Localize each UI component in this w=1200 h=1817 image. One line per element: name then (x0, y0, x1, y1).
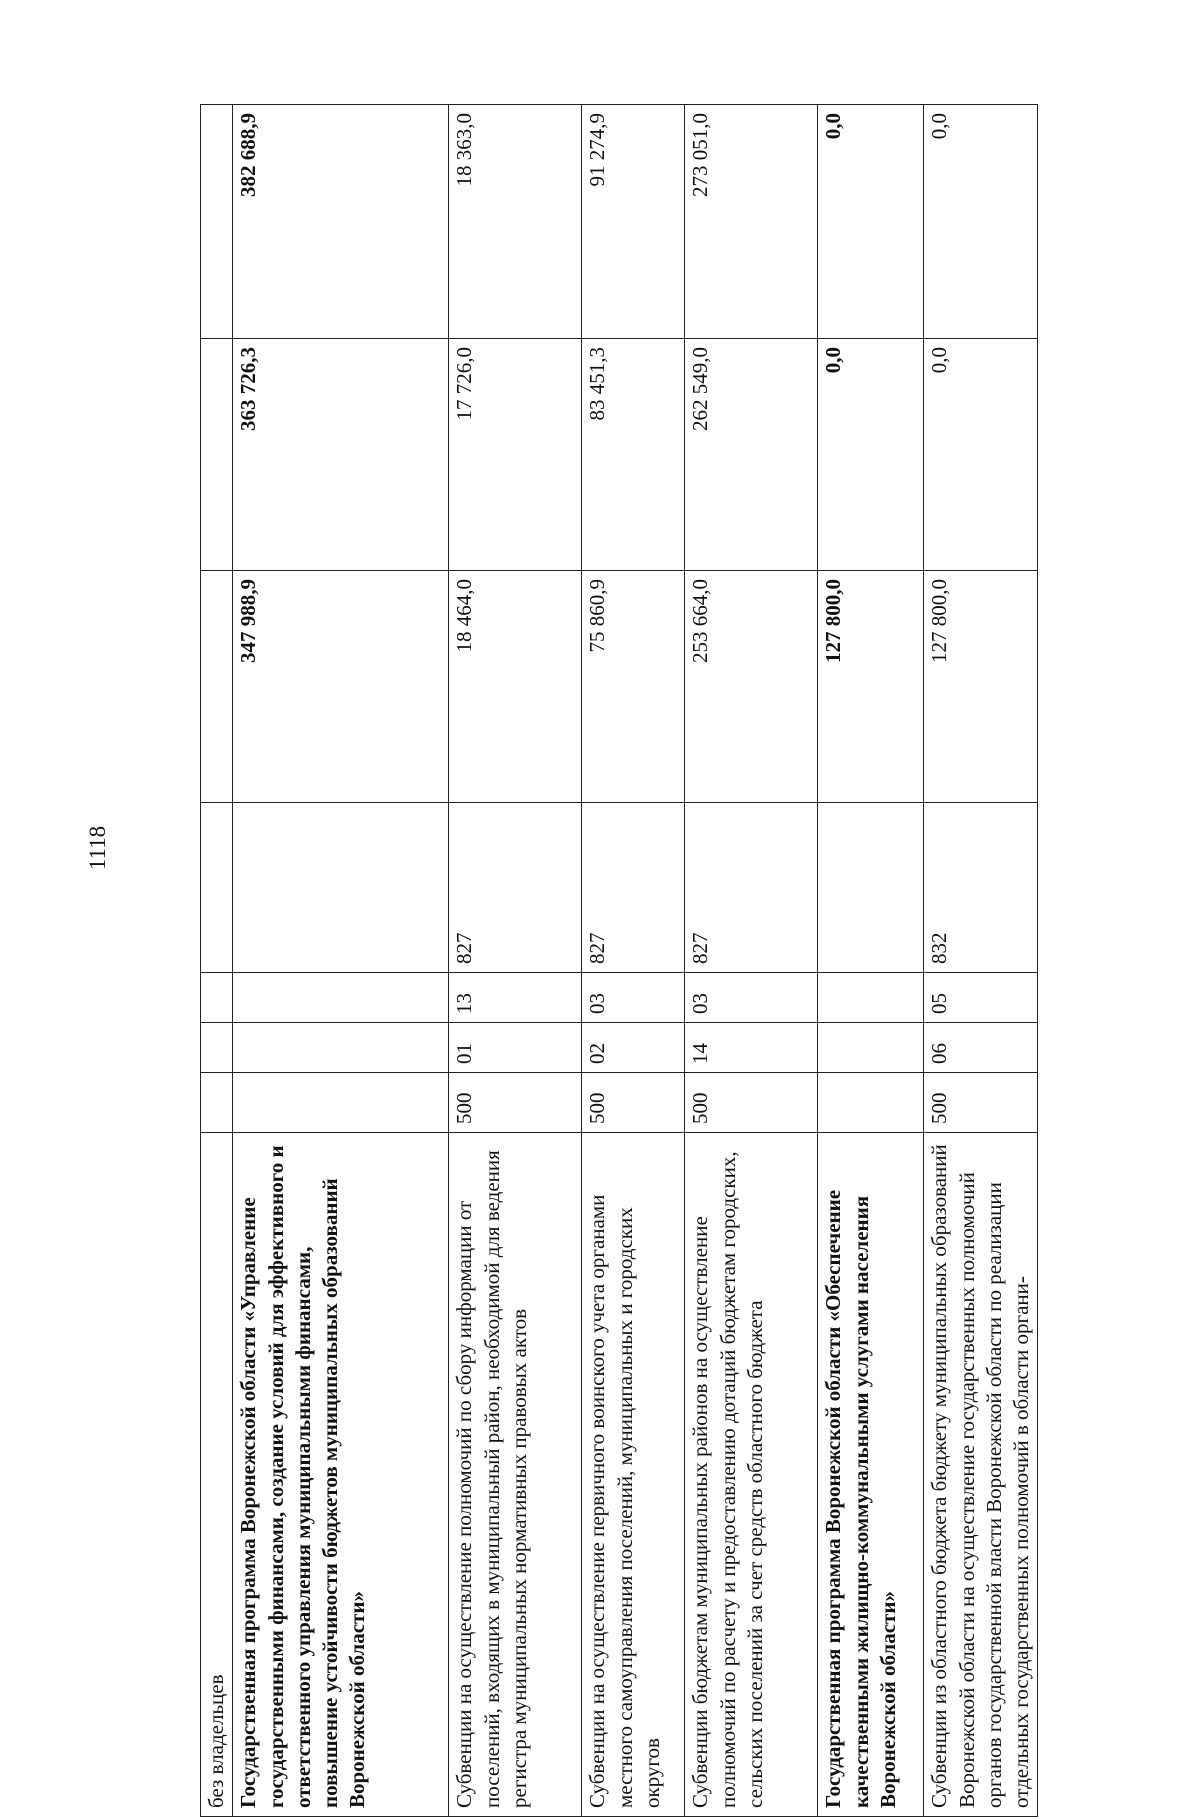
code-col-3 (233, 973, 449, 1023)
row-description: Государственная программа Воронежской области «Обеспечение качественными жилищно-коммунальными услугами населения Воронежской области» (818, 1133, 924, 1817)
value-col-2: 0,0 (924, 339, 1038, 571)
code-col-4: 827 (582, 803, 685, 973)
row-description: Субвенции на осуществление полномочий по сбору информации от поселений, входящих в муниципальный район, необходимой для ведения регистра муниципальных нормативных правовых актов (449, 1133, 582, 1817)
code-col-2 (233, 1023, 449, 1073)
code-col-2 (201, 1023, 233, 1073)
value-col-3: 0,0 (818, 105, 924, 339)
table-row (449, 105, 582, 1817)
code-col-4 (818, 803, 924, 973)
row-description: Субвенции из областного бюджета бюджету муниципальных образований Воронежской области на осуществление государственных полномочий органов государственной власти Воронежской области по реализации отдельных государственных полномочий в области органи- (924, 1133, 1038, 1817)
code-col-2: 14 (685, 1023, 818, 1073)
table-row (233, 105, 449, 1817)
code-col-2 (818, 1023, 924, 1073)
budget-table-rotated (200, 105, 1037, 1817)
code-col-4 (233, 803, 449, 973)
code-col-3 (818, 973, 924, 1023)
code-col-1: 500 (582, 1073, 685, 1133)
table-row (201, 105, 233, 1817)
table-row (924, 105, 1038, 1817)
value-col-3: 273 051,0 (685, 105, 818, 339)
value-col-3 (201, 105, 233, 339)
value-col-3: 0,0 (924, 105, 1038, 339)
value-col-1: 75 860,9 (582, 571, 685, 803)
value-col-3: 91 274,9 (582, 105, 685, 339)
value-col-3: 382 688,9 (233, 105, 449, 339)
code-col-4: 827 (685, 803, 818, 973)
row-description: без владельцев (201, 1133, 233, 1817)
code-col-4 (201, 803, 233, 973)
value-col-2: 363 726,3 (233, 339, 449, 571)
code-col-1: 500 (685, 1073, 818, 1133)
page-number: 1118 (85, 825, 110, 871)
value-col-1: 127 800,0 (924, 571, 1038, 803)
code-col-3: 13 (449, 973, 582, 1023)
row-description: Государственная программа Воронежской области «Управление государственными финансами, создание условий для эффективного и ответственного управления муниципальными финансами, повышение устойчивости бюджетов муниципальных образований Воронежской области» (233, 1133, 449, 1817)
code-col-4: 827 (449, 803, 582, 973)
value-col-1: 253 664,0 (685, 571, 818, 803)
value-col-2: 17 726,0 (449, 339, 582, 571)
code-col-3: 03 (582, 973, 685, 1023)
table-row (818, 105, 924, 1817)
row-description: Субвенции на осуществление первичного воинского учета органами местного самоуправления поселений, муниципальных и городских округов (582, 1133, 685, 1817)
code-col-2: 02 (582, 1023, 685, 1073)
code-col-1: 500 (924, 1073, 1038, 1133)
code-col-3: 05 (924, 973, 1038, 1023)
code-col-2: 06 (924, 1023, 1038, 1073)
value-col-1: 18 464,0 (449, 571, 582, 803)
budget-table (200, 104, 1038, 1817)
table-row (685, 105, 818, 1817)
code-col-1: 500 (449, 1073, 582, 1133)
code-col-2: 01 (449, 1023, 582, 1073)
value-col-2: 0,0 (818, 339, 924, 571)
code-col-1 (233, 1073, 449, 1133)
code-col-4: 832 (924, 803, 1038, 973)
table-row (582, 105, 685, 1817)
code-col-1 (818, 1073, 924, 1133)
code-col-3: 03 (685, 973, 818, 1023)
value-col-2: 262 549,0 (685, 339, 818, 571)
value-col-1 (201, 571, 233, 803)
value-col-2: 83 451,3 (582, 339, 685, 571)
value-col-2 (201, 339, 233, 571)
value-col-1: 127 800,0 (818, 571, 924, 803)
code-col-1 (201, 1073, 233, 1133)
code-col-3 (201, 973, 233, 1023)
value-col-3: 18 363,0 (449, 105, 582, 339)
row-description: Субвенции бюджетам муниципальных районов на осуществление полномочий по расчету и предоставлению дотаций бюджетам городских, сельских поселений за счет средств областного бюджета (685, 1133, 818, 1817)
value-col-1: 347 988,9 (233, 571, 449, 803)
